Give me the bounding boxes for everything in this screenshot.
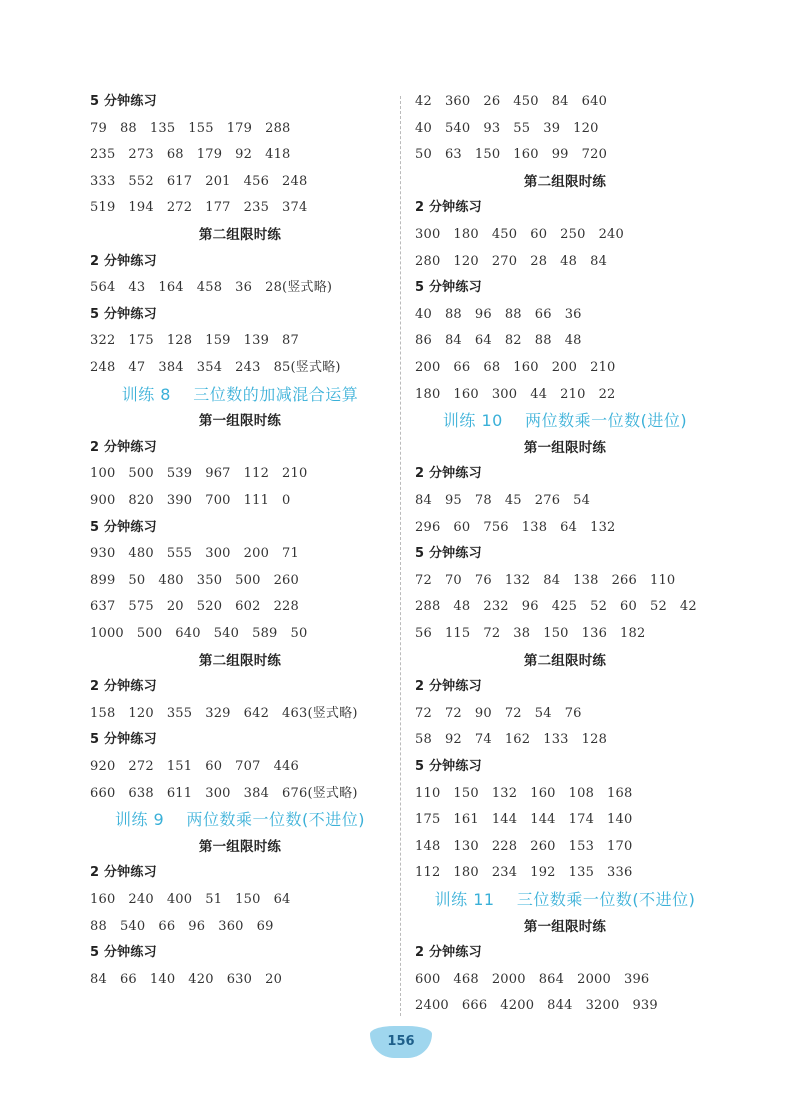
exercise-heading: 5 分钟练习 (415, 280, 482, 296)
exercise-heading: 5 分钟练习 (415, 546, 482, 562)
group-heading: 第一组限时练 (523, 439, 607, 456)
answer-line: 100 500 539 967 112 210 (90, 466, 308, 482)
answer-line: 50 63 150 160 99 720 (415, 147, 608, 163)
answer-line: 248 47 384 354 243 85(竖式略) (90, 360, 341, 375)
exercise-heading: 2 分钟练习 (90, 253, 157, 269)
answer-line: 600 468 2000 864 2000 396 (415, 971, 650, 987)
group-heading: 第一组限时练 (198, 413, 282, 430)
exercise-heading: 2 分钟练习 (415, 466, 482, 482)
answer-line: 79 88 135 155 179 288 (90, 120, 291, 136)
training-title: 训练 9 两位数乘一位数(不进位) (114, 810, 366, 830)
answer-line: 42 360 26 450 84 640 (415, 94, 608, 109)
page-number: 156 (370, 1026, 432, 1058)
answer-line: 56 115 72 38 150 136 182 (415, 626, 646, 641)
exercise-heading: 2 分钟练习 (415, 945, 482, 961)
answer-line: 900 820 390 700 111 0 (90, 493, 291, 508)
group-heading: 第一组限时练 (198, 838, 282, 855)
group-heading: 第二组限时练 (523, 652, 607, 669)
answer-line: 296 60 756 138 64 132 (415, 519, 616, 535)
answer-line: 40 540 93 55 39 120 (415, 120, 599, 136)
exercise-heading: 2 分钟练习 (415, 679, 482, 695)
answer-line: 86 84 64 82 88 48 (415, 333, 582, 349)
answer-line: 200 66 68 160 200 210 (415, 360, 616, 375)
answer-line: 72 72 90 72 54 76 (415, 705, 582, 721)
group-heading: 第二组限时练 (198, 227, 282, 243)
exercise-heading: 5 分钟练习 (415, 759, 482, 774)
answer-line: 899 50 480 350 500 260 (90, 572, 299, 588)
exercise-heading: 5 分钟练习 (90, 945, 157, 961)
answer-line: 88 540 66 96 360 69 (90, 918, 274, 934)
exercise-heading: 5 分钟练习 (90, 732, 157, 748)
answer-line: 235 273 68 179 92 418 (90, 147, 291, 163)
answer-line: 84 95 78 45 276 54 (415, 493, 591, 508)
exercise-heading: 5 分钟练习 (90, 94, 157, 109)
group-heading: 第二组限时练 (523, 173, 607, 190)
answer-line: 1000 500 640 540 589 50 (90, 626, 308, 641)
exercise-heading: 5 分钟练习 (90, 306, 157, 322)
answer-line: 40 88 96 88 66 36 (415, 306, 582, 322)
answer-line: 333 552 617 201 456 248 (90, 173, 308, 189)
group-heading: 第一组限时练 (523, 918, 607, 935)
answer-line: 920 272 151 60 707 446 (90, 759, 299, 774)
training-title: 训练 10 两位数乘一位数(进位) (442, 411, 688, 431)
answer-line: 2400 666 4200 844 3200 939 (415, 998, 658, 1014)
answer-line: 180 160 300 44 210 22 (415, 386, 616, 402)
exercise-heading: 2 分钟练习 (90, 865, 157, 881)
group-heading: 第二组限时练 (198, 652, 282, 669)
answer-line: 322 175 128 159 139 87 (90, 333, 299, 349)
answer-line: 72 70 76 132 84 138 266 110 (415, 572, 676, 588)
answer-line: 637 575 20 520 602 228 (90, 599, 299, 615)
exercise-heading: 2 分钟练习 (90, 679, 157, 695)
answer-line: 930 480 555 300 200 71 (90, 546, 299, 562)
column-divider (400, 96, 401, 1016)
answer-line: 660 638 611 300 384 676(竖式略) (90, 785, 358, 801)
answer-line: 564 43 164 458 36 28(竖式略) (90, 280, 333, 296)
exercise-heading: 2 分钟练习 (415, 200, 482, 216)
answer-line: 160 240 400 51 150 64 (90, 892, 291, 907)
training-title: 训练 8 三位数的加减混合运算 (121, 384, 359, 404)
answer-line: 58 92 74 162 133 128 (415, 732, 608, 748)
answer-line: 300 180 450 60 250 240 (415, 227, 624, 242)
exercise-heading: 5 分钟练习 (90, 519, 157, 535)
answer-line: 280 120 270 28 48 84 (415, 253, 608, 269)
answer-line: 84 66 140 420 630 20 (90, 971, 283, 987)
answer-line: 175 161 144 144 174 140 (415, 812, 633, 828)
answer-line: 112 180 234 192 135 336 (415, 865, 633, 881)
training-title: 训练 11 三位数乘一位数(不进位) (434, 890, 696, 909)
exercise-heading: 2 分钟练习 (90, 439, 157, 455)
answer-line: 110 150 132 160 108 168 (415, 785, 633, 801)
answer-line: 158 120 355 329 642 463(竖式略) (90, 705, 358, 721)
answer-line: 288 48 232 96 425 52 60 52 42 (415, 599, 697, 615)
answer-line: 519 194 272 177 235 374 (90, 200, 308, 216)
answer-line: 148 130 228 260 153 170 (415, 838, 633, 854)
